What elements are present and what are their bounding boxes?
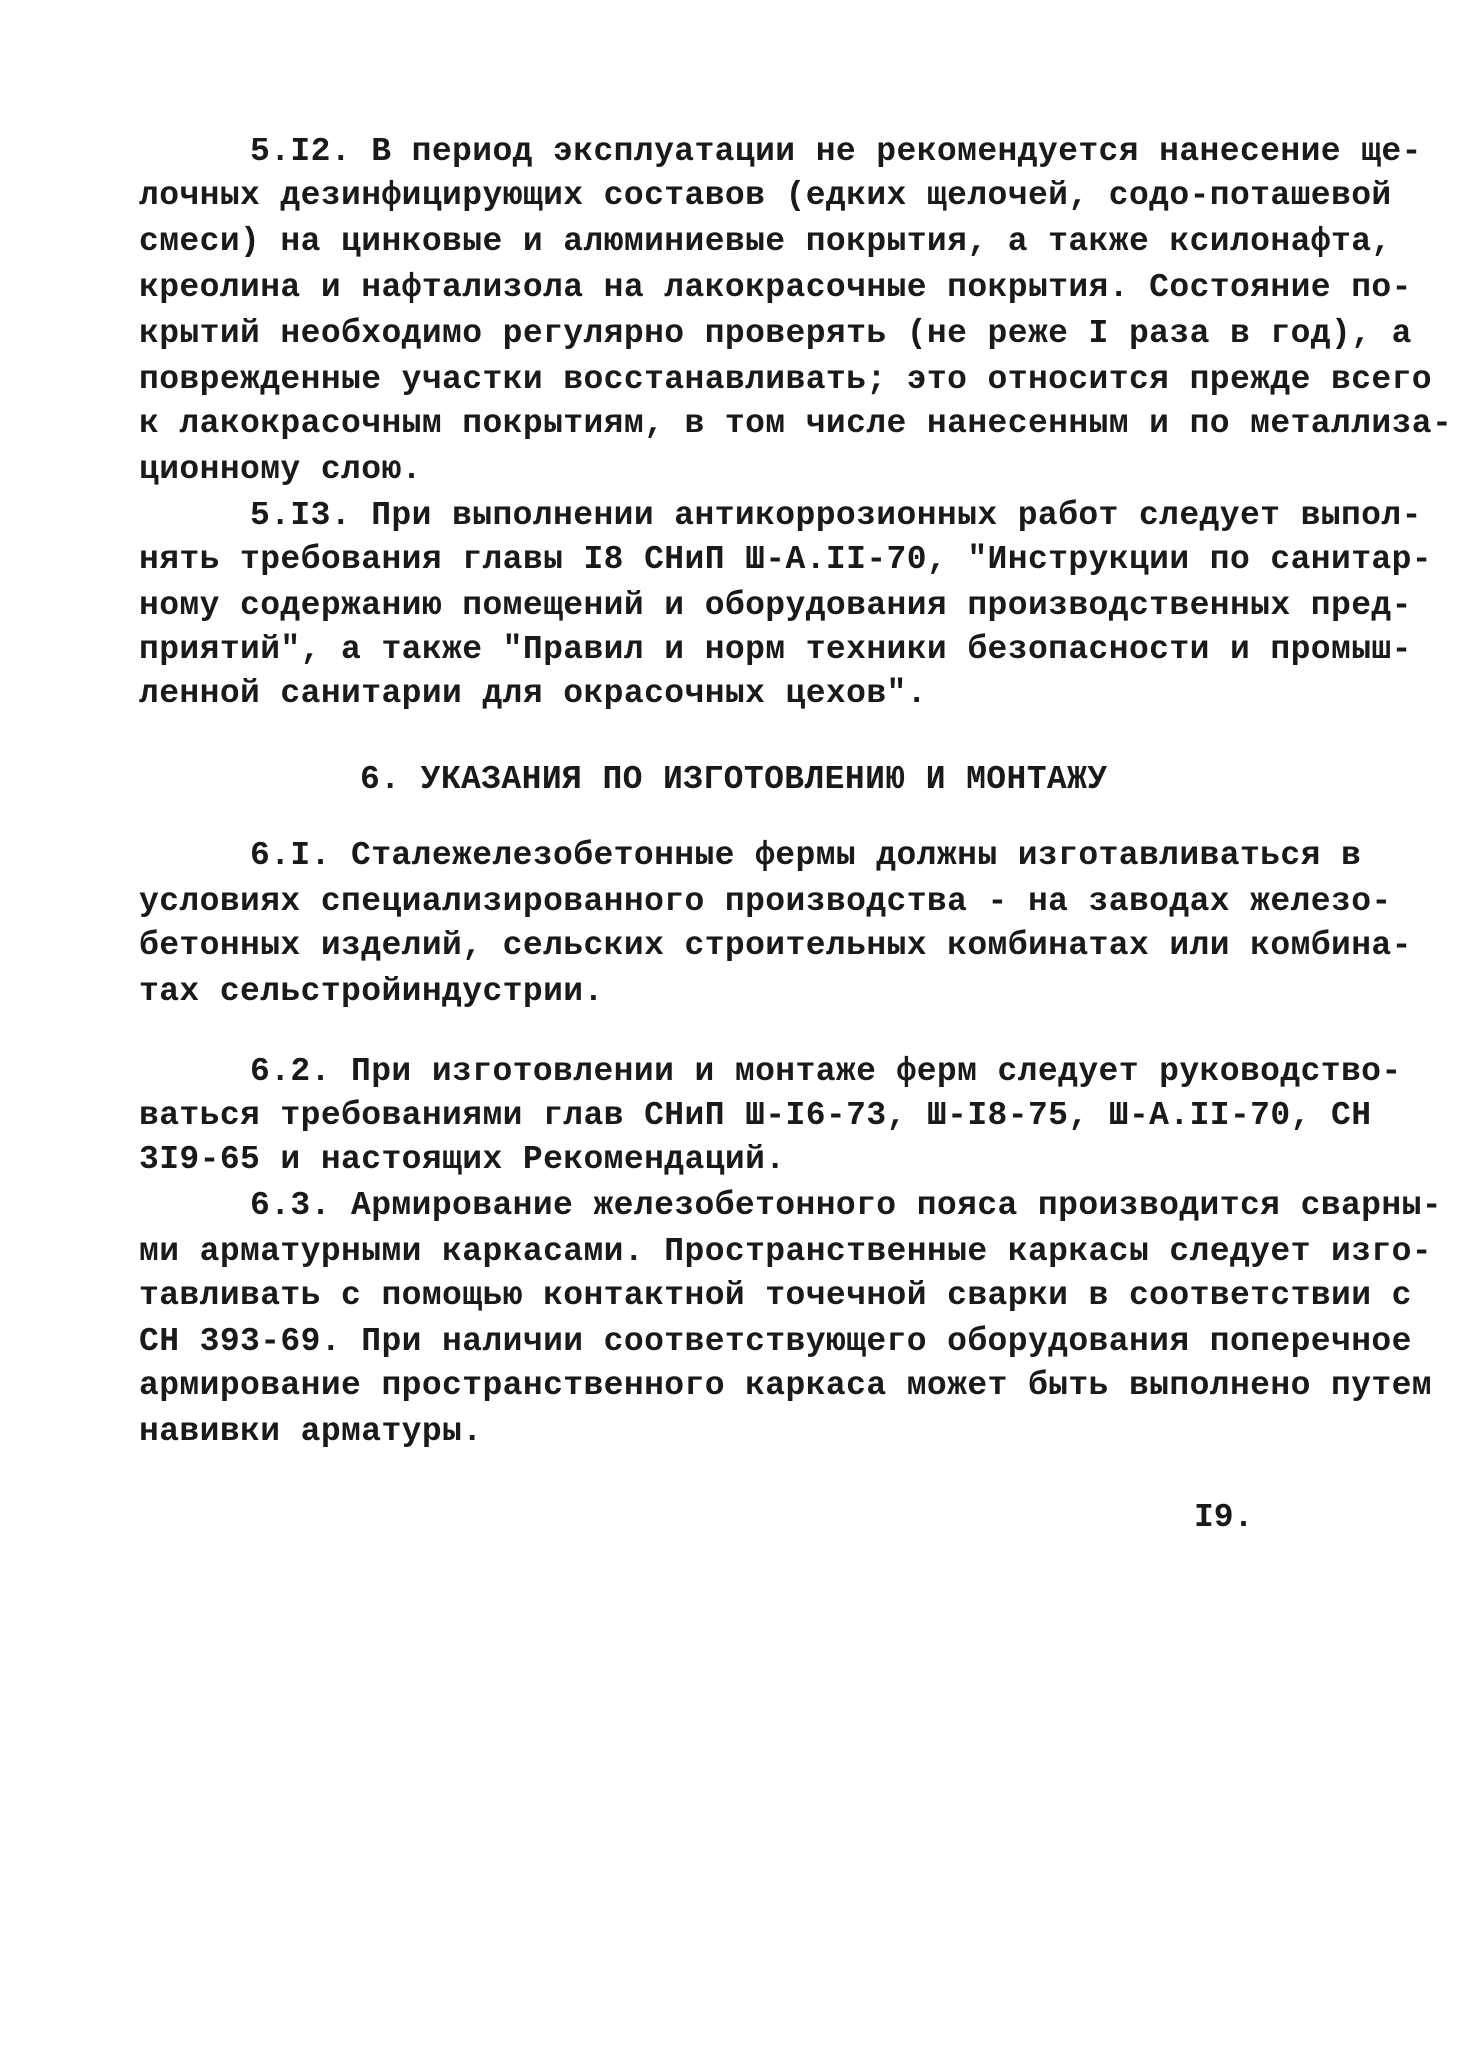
text-line: 3I9-65 и настоящих Рекомендаций. [139,1141,786,1178]
text-line: ваться требованиями глав СНиП Ш-I6-73, Ш-I8-75, Ш-А.II-70, СН [139,1097,1372,1134]
text-line: поврежденные участки восстанавливать; это относится прежде всего [139,361,1433,398]
text-line: к лакокрасочным покрытиям, в том числе нанесенным и по металлиза- [139,405,1453,442]
text-line: тавливать с помощью контактной точечной сварки в соответствии с [139,1277,1412,1314]
text-line: 5.I3. При выполнении антикоррозионных работ следует выпол- [250,497,1422,534]
text-line: 6.I. Сталежелезобетонные фермы должны изготавливаться в [250,837,1362,874]
text-line: 6.3. Армирование железобетонного пояса производится сварны- [250,1187,1442,1224]
text-line: приятий", а также "Правил и норм техники безопасности и промыш- [139,631,1412,668]
text-line: смеси) на цинковые и алюминиевые покрытия, а также ксилонафта, [139,223,1392,260]
text-line: лочных дезинфицирующих составов (едких щелочей, содо-поташевой [139,177,1392,214]
text-line: ми арматурными каркасами. Пространственные каркасы следует изго- [139,1233,1433,1270]
text-line: 5.I2. В период эксплуатации не рекомендуется нанесение ще- [250,133,1422,170]
text-line: креолина и нафтализола на лакокрасочные покрытия. Состояние по- [139,269,1412,306]
text-line: нять требования главы I8 СНиП Ш-А.II-70, "Инструкции по санитар- [139,541,1433,578]
text-line: бетонных изделий, сельских строительных комбинатах или комбина- [139,927,1412,964]
text-line: армирование пространственного каркаса может быть выполнено путем [139,1367,1433,1404]
text-line: СН 393-69. При наличии соответствующего оборудования поперечное [139,1323,1412,1360]
text-line: ленной санитарии для окрасочных цехов". [139,675,927,712]
page-number: I9. [1194,1499,1254,1536]
section-heading: 6. УКАЗАНИЯ ПО ИЗГОТОВЛЕНИЮ И МОНТАЖУ [360,761,1108,798]
text-line: ному содержанию помещений и оборудования производственных пред- [139,587,1412,624]
text-line: навивки арматуры. [139,1413,483,1450]
text-line: ционному слою. [139,451,422,488]
text-line: 6.2. При изготовлении и монтаже ферм следует руководство- [250,1053,1402,1090]
text-line: условиях специализированного производства - на заводах железо- [139,883,1392,920]
text-line: тах сельстройиндустрии. [139,973,604,1010]
text-line: крытий необходимо регулярно проверять (не реже I раза в год), а [139,315,1412,352]
